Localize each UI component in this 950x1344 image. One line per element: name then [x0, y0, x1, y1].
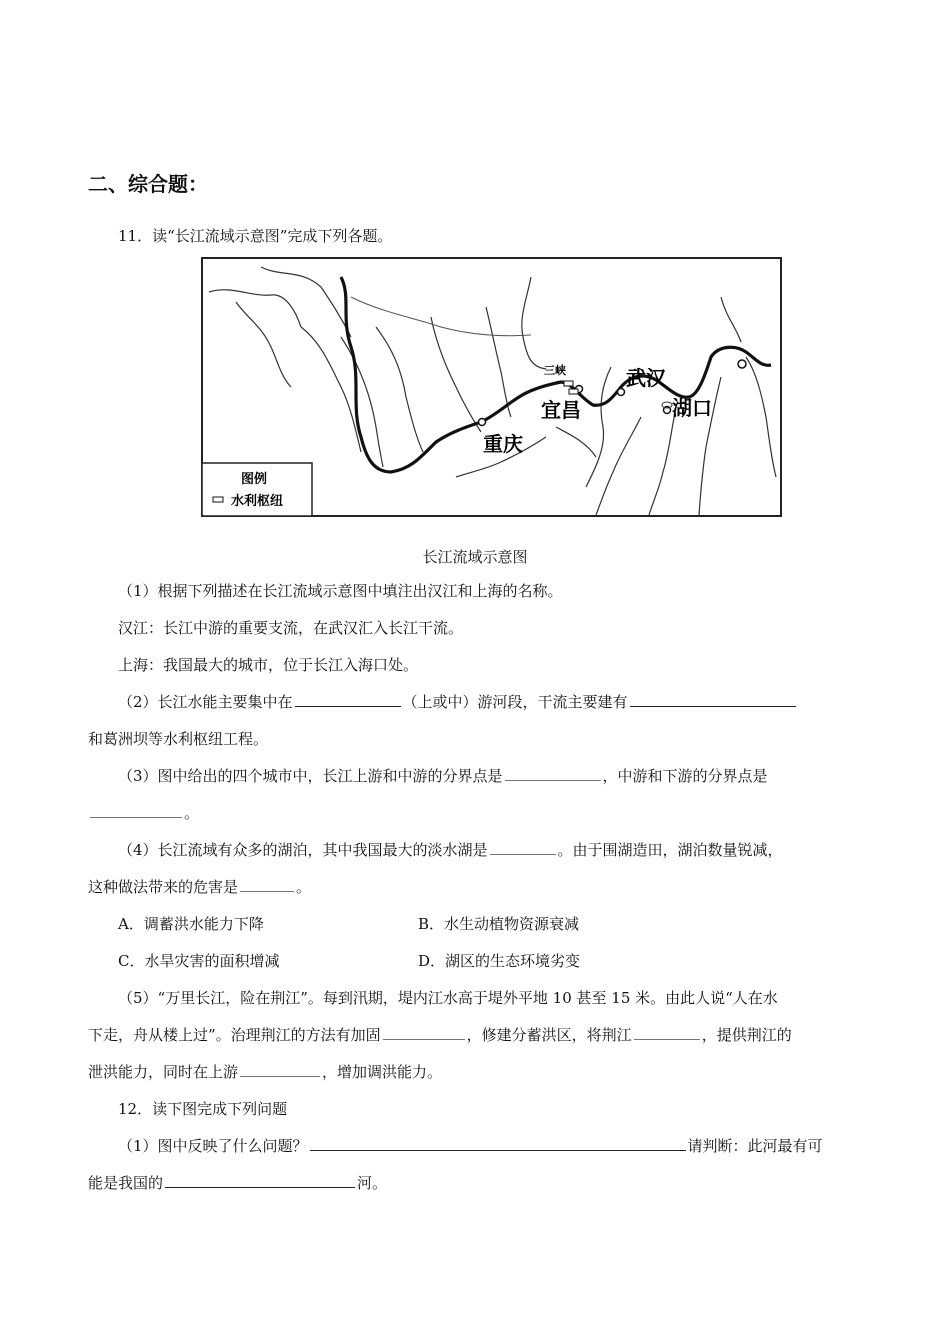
chongqing-marker — [479, 419, 486, 426]
blank-middle-lower-boundary[interactable] — [90, 803, 182, 818]
q11-part3-text-b: ，中游和下游的分界点是 — [602, 767, 768, 785]
q11-part5-text-d: ，提供荆江的 — [701, 1026, 792, 1044]
blank-harm[interactable] — [240, 877, 294, 892]
q11-part3-line1 — [118, 766, 768, 786]
q11-part4-text-c: 这种做法带来的危害是 — [88, 878, 239, 896]
q11-part4-text-a: （4）长江流域有众多的湖泊，其中我国最大的淡水湖是 — [118, 841, 488, 859]
blank-river-name[interactable] — [165, 1173, 355, 1188]
q11-part3-line2 — [88, 803, 199, 823]
blank-largest-lake[interactable] — [490, 840, 556, 855]
q11-part1-shanghai: 上海：我国最大的城市，位于长江入海口处。 — [118, 656, 419, 674]
q11-part4-line2 — [88, 877, 311, 897]
q11-part3-text-c: 。 — [184, 804, 200, 822]
q11-part1: （1）根据下列描述在长江流域示意图中填注出汉江和上海的名称。 — [118, 582, 563, 600]
legend-dam-icon — [213, 497, 223, 502]
label-wuhan: 武汉 — [626, 366, 666, 390]
q11-part5-text-c: ，修建分蓄洪区，将荆江 — [466, 1026, 632, 1044]
option-a[interactable]: A．调蓄洪水能力下降 — [118, 915, 264, 933]
q12-part1-line2 — [88, 1173, 387, 1193]
legend-title: 图例 — [241, 472, 268, 487]
q11-part2-text-b: （上或中）游河段，干流主要建有 — [402, 693, 628, 711]
q11-part2-text-a: （2）长江水能主要集中在 — [118, 693, 293, 711]
option-b[interactable]: B．水生动植物资源衰减 — [418, 915, 580, 933]
label-sanxia: 三峡 — [544, 364, 566, 377]
q11-part2-text-c: 和葛洲坝等水利枢纽工程。 — [88, 730, 269, 748]
label-hukou: 湖口 — [672, 396, 712, 420]
q12-part1-line1 — [118, 1136, 823, 1156]
option-d[interactable]: D．湖区的生态环境劣变 — [418, 952, 581, 970]
q11-part5-text-e: 泄洪能力，同时在上游 — [88, 1063, 239, 1081]
blank-upper-middle-boundary[interactable] — [505, 766, 601, 781]
blank-problem[interactable] — [310, 1136, 686, 1151]
legend-item: 水利枢纽 — [231, 494, 284, 509]
wuhan-marker — [618, 389, 625, 396]
label-yichang: 宜昌 — [541, 398, 581, 422]
q12-part1-text-c: 能是我国的 — [88, 1174, 164, 1192]
q11-part5-line3 — [88, 1062, 442, 1082]
q11-part4-line1 — [118, 840, 783, 860]
yangtze-basin-map — [201, 257, 782, 517]
q11-part5-text-f: ，增加调洪能力。 — [322, 1063, 443, 1081]
blank-jingjiang-action[interactable] — [634, 1025, 700, 1040]
estuary-marker — [738, 360, 746, 368]
label-chongqing: 重庆 — [483, 432, 523, 456]
blank-reinforce[interactable] — [383, 1025, 465, 1040]
q11-part2-line1 — [118, 692, 798, 712]
q11-part5-text-b: 下走，舟从楼上过”。治理荆江的方法有加固 — [88, 1026, 381, 1044]
q11-part5-line1: （5）“万里长江，险在荆江”。每到汛期，堤内江水高于堤外平地 10 甚至 15 米。由此人说“人在水 — [118, 989, 778, 1007]
q11-part3-text-a: （3）图中给出的四个城市中，长江上游和中游的分界点是 — [118, 767, 503, 785]
q12-part1-text-d: 河。 — [357, 1174, 388, 1192]
q11-part4-text-d: 。 — [296, 878, 312, 896]
q11-part4-text-b: 。由于围湖造田，湖泊数量锐减， — [557, 841, 783, 859]
question-12-stem: 12．读下图完成下列问题 — [118, 1100, 288, 1118]
map-caption: 长江流域示意图 — [422, 548, 528, 566]
q11-part5-line2 — [88, 1025, 792, 1045]
section-title: 二、综合题： — [88, 172, 208, 196]
map-svg — [201, 257, 782, 517]
question-11-stem: 11．读“长江流域示意图”完成下列各题。 — [118, 227, 393, 245]
blank-hydropower-section[interactable] — [295, 692, 401, 707]
blank-main-dam[interactable] — [630, 692, 796, 707]
q12-part1-text-a: （1）图中反映了什么问题？ — [118, 1137, 308, 1155]
q11-part1-hanjiang: 汉江：长江中游的重要支流，在武汉汇入长江干流。 — [118, 619, 464, 637]
option-c[interactable]: C．水旱灾害的面积增减 — [118, 952, 280, 970]
q12-part1-text-b: 请判断：此河最有可 — [687, 1137, 823, 1155]
blank-upstream-action[interactable] — [240, 1062, 320, 1077]
